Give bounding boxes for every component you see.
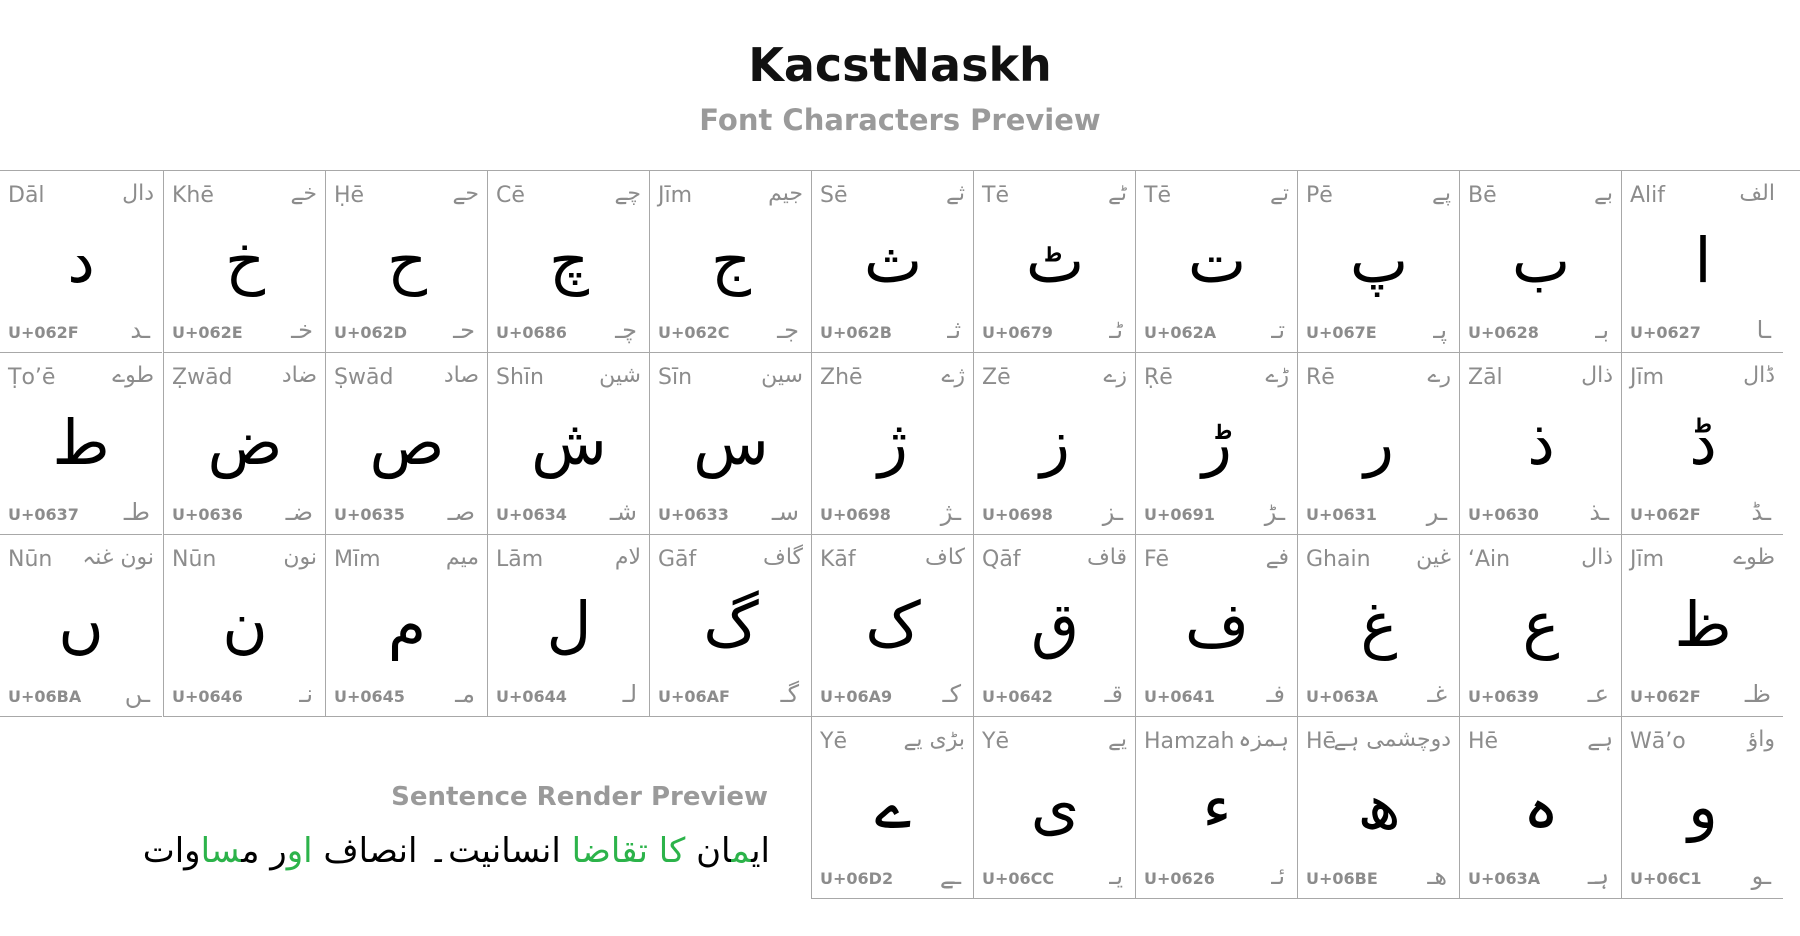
char-cell — [1135, 171, 1297, 353]
char-urdu-name: سین — [761, 363, 803, 388]
char-codepoint: U+0637 — [8, 505, 79, 524]
char-joined-form: جـ — [777, 316, 799, 344]
char-codepoint: U+06AF — [658, 687, 730, 706]
char-codepoint: U+0633 — [658, 505, 729, 524]
char-latin-name: ‘Ain — [1468, 547, 1511, 572]
char-codepoint: U+0628 — [1468, 323, 1539, 342]
char-glyph: ڈ — [1689, 406, 1717, 479]
char-joined-form: خـ — [291, 316, 313, 344]
char-glyph: ح — [386, 224, 428, 297]
char-cell — [1135, 535, 1297, 717]
char-joined-form: حـ — [453, 316, 475, 344]
char-joined-form: غـ — [1427, 680, 1447, 708]
char-urdu-name: گاف — [763, 545, 803, 570]
char-glyph: ج — [710, 224, 752, 297]
char-joined-form: یـ — [1109, 862, 1123, 890]
char-glyph: ذ — [1527, 406, 1555, 479]
char-urdu-name: زے — [1103, 363, 1127, 388]
char-latin-name: Jīm — [1630, 547, 1665, 572]
char-glyph: ت — [1187, 224, 1247, 297]
char-codepoint: U+06BA — [8, 687, 82, 706]
char-glyph: ض — [207, 406, 283, 479]
char-cell — [1297, 171, 1459, 353]
char-urdu-name: شین — [599, 363, 641, 388]
char-joined-form: ظـ — [1744, 680, 1771, 708]
char-codepoint: U+0698 — [820, 505, 891, 524]
char-cell — [1297, 717, 1459, 899]
char-codepoint: U+062B — [820, 323, 892, 342]
char-joined-form: کـ — [942, 680, 961, 708]
char-codepoint: U+0644 — [496, 687, 567, 706]
char-joined-form: صـ — [447, 498, 475, 526]
char-joined-form: عـ — [1587, 680, 1609, 708]
char-urdu-name: دوچشمی ہے — [1333, 727, 1451, 752]
char-glyph: پ — [1349, 224, 1409, 297]
char-joined-form: ـو — [1751, 862, 1771, 890]
char-cell — [1621, 535, 1783, 717]
sentence-highlight-segment: م — [731, 831, 752, 871]
char-codepoint: U+0626 — [1144, 869, 1215, 888]
char-latin-name: Cē — [496, 183, 525, 208]
char-cell — [649, 171, 811, 353]
char-latin-name: Ẓwād — [172, 365, 233, 390]
char-glyph: ژ — [878, 406, 908, 479]
char-glyph: م — [387, 588, 427, 661]
char-glyph: ز — [1040, 406, 1070, 479]
sentence-highlight-segment: سا — [200, 831, 242, 871]
char-joined-form: ـذ — [1589, 498, 1609, 526]
char-cell — [487, 171, 649, 353]
char-urdu-name: جیم — [768, 181, 803, 206]
char-codepoint: U+062E — [172, 323, 243, 342]
char-joined-form: ہـ — [1587, 862, 1609, 890]
char-cell — [973, 353, 1135, 535]
char-codepoint: U+06C1 — [1630, 869, 1702, 888]
char-urdu-name: لام — [614, 545, 641, 570]
char-joined-form: بـ — [1595, 316, 1609, 344]
char-glyph: خ — [224, 224, 266, 297]
char-cell — [1459, 535, 1621, 717]
char-joined-form: ـز — [1102, 498, 1123, 526]
char-urdu-name: چے — [614, 181, 641, 206]
char-cell — [1297, 353, 1459, 535]
char-latin-name: Dāl — [8, 183, 45, 208]
char-latin-name: Fē — [1144, 547, 1169, 572]
char-urdu-name: ثے — [945, 181, 965, 206]
char-urdu-name: ڑے — [1265, 363, 1289, 388]
char-glyph: غ — [1360, 588, 1398, 661]
char-urdu-name: فے — [1265, 545, 1289, 570]
char-glyph: ا — [1694, 224, 1712, 297]
sentence-segment — [648, 831, 659, 871]
char-latin-name: Hamzah — [1144, 729, 1235, 754]
char-cell — [325, 171, 487, 353]
sentence-segment: انسانیت۔ انصاف — [312, 831, 572, 871]
char-codepoint: U+062A — [1144, 323, 1217, 342]
char-cell — [1297, 535, 1459, 717]
char-glyph: ل — [546, 588, 592, 661]
char-codepoint: U+0634 — [496, 505, 567, 524]
char-glyph: ک — [865, 588, 921, 661]
char-latin-name: Zē — [982, 365, 1011, 390]
page-subtitle: Font Characters Preview — [699, 103, 1101, 137]
char-codepoint: U+0679 — [982, 323, 1053, 342]
char-urdu-name: ذال — [1581, 363, 1613, 388]
char-latin-name: Hē — [1468, 729, 1499, 754]
char-glyph: ھ — [1357, 770, 1401, 843]
char-glyph: ظ — [1674, 588, 1732, 661]
char-latin-name: Qāf — [982, 547, 1021, 572]
char-codepoint: U+06D2 — [820, 869, 894, 888]
char-glyph: د — [67, 224, 95, 297]
char-codepoint: U+06A9 — [820, 687, 893, 706]
char-urdu-name: الف — [1739, 181, 1775, 206]
char-codepoint: U+0631 — [1306, 505, 1377, 524]
char-latin-name: Alif — [1630, 183, 1666, 208]
char-codepoint: U+0646 — [172, 687, 243, 706]
char-latin-name: Nūn — [172, 547, 217, 572]
char-latin-name: Rē — [1306, 365, 1335, 390]
char-glyph: ص — [369, 406, 445, 479]
char-glyph: ر — [1364, 406, 1394, 479]
char-codepoint: U+0635 — [334, 505, 405, 524]
char-urdu-name: تے — [1269, 181, 1289, 206]
char-latin-name: Ghain — [1306, 547, 1371, 572]
char-latin-name: Kāf — [820, 547, 856, 572]
char-latin-name: Hē — [1306, 729, 1337, 754]
char-glyph: گ — [703, 588, 759, 661]
char-cell — [811, 717, 973, 899]
char-joined-form: ئـ — [1271, 862, 1285, 890]
char-urdu-name: یے — [1107, 727, 1127, 752]
char-latin-name: Ṭo’ē — [8, 365, 56, 390]
char-glyph: ی — [1030, 770, 1080, 843]
char-cell — [163, 353, 325, 535]
char-urdu-name: ٹے — [1107, 181, 1127, 206]
char-joined-form: ـڑ — [1264, 498, 1285, 526]
char-latin-name: Lām — [496, 547, 544, 572]
char-urdu-name: طوے — [112, 363, 154, 388]
char-urdu-name: ہمزہ — [1238, 727, 1289, 752]
char-urdu-name: دال — [122, 181, 154, 206]
char-urdu-name: رے — [1427, 363, 1451, 388]
char-latin-name: Zhē — [820, 365, 863, 390]
char-codepoint: U+0641 — [1144, 687, 1215, 706]
char-cell — [973, 535, 1135, 717]
char-cell — [163, 171, 325, 353]
char-joined-form: چـ — [615, 316, 637, 344]
char-glyph: ع — [1522, 588, 1560, 661]
char-joined-form: لـ — [622, 680, 637, 708]
char-urdu-name: ظوے — [1733, 545, 1775, 570]
char-cell — [1621, 353, 1783, 535]
char-codepoint: U+062C — [658, 323, 730, 342]
char-joined-form: ٹـ — [1109, 316, 1123, 344]
char-cell — [973, 717, 1135, 899]
char-urdu-name: ژے — [941, 363, 965, 388]
char-codepoint: U+0636 — [172, 505, 243, 524]
char-glyph: س — [693, 406, 769, 479]
sentence-segment: وات — [142, 831, 201, 871]
char-latin-name: Pē — [1306, 183, 1333, 208]
sentence-highlight-segment: او — [286, 831, 313, 871]
char-glyph: ش — [531, 406, 607, 479]
char-cell — [1135, 353, 1297, 535]
character-grid — [0, 171, 1800, 899]
char-joined-form: قـ — [1104, 680, 1123, 708]
char-codepoint: U+062F — [8, 323, 79, 342]
char-urdu-name: بے — [1593, 181, 1613, 206]
sentence-preview-text — [40, 830, 770, 871]
char-joined-form: گـ — [780, 680, 799, 708]
char-glyph: ٹ — [1025, 224, 1085, 297]
sentence-highlight-segment: کا — [658, 831, 686, 871]
char-codepoint: U+063A — [1468, 869, 1541, 888]
char-joined-form: سـ — [771, 498, 799, 526]
char-codepoint: U+0645 — [334, 687, 405, 706]
sentence-segment: ان — [685, 831, 732, 871]
char-glyph: ط — [52, 406, 110, 479]
char-cell — [1459, 717, 1621, 899]
char-joined-form: ـے — [939, 862, 961, 890]
char-codepoint: U+0627 — [1630, 323, 1701, 342]
sentence-segment: ر م — [241, 831, 287, 871]
char-cell — [0, 353, 162, 535]
char-latin-name: Nūn — [8, 547, 53, 572]
char-latin-name: Ṣwād — [334, 365, 394, 390]
char-glyph: ں — [58, 588, 104, 661]
char-joined-form: پـ — [1433, 316, 1447, 344]
char-urdu-name: بڑی یے — [903, 727, 965, 752]
sentence-segment: ای — [751, 831, 770, 871]
char-urdu-name: پے — [1431, 181, 1451, 206]
char-latin-name: Shīn — [496, 365, 544, 390]
char-joined-form: ھـ — [1427, 862, 1447, 890]
char-codepoint: U+06BE — [1306, 869, 1378, 888]
char-latin-name: Ṛē — [1144, 365, 1173, 390]
char-urdu-name: حے — [452, 181, 479, 206]
char-joined-form: نـ — [299, 680, 313, 708]
char-urdu-name: ہے — [1587, 727, 1613, 752]
char-cell — [811, 353, 973, 535]
char-latin-name: Tē — [982, 183, 1009, 208]
char-joined-form: ـں — [124, 680, 150, 708]
char-latin-name: Mīm — [334, 547, 381, 572]
char-joined-form: ـا — [1756, 316, 1771, 344]
char-urdu-name: خے — [290, 181, 317, 206]
char-latin-name: Zāl — [1468, 365, 1503, 390]
char-cell — [811, 535, 973, 717]
char-joined-form: طـ — [123, 498, 150, 526]
char-codepoint: U+0630 — [1468, 505, 1539, 524]
char-joined-form: شـ — [609, 498, 637, 526]
char-latin-name: Wā’o — [1630, 729, 1686, 754]
char-glyph: ن — [222, 588, 268, 661]
char-urdu-name: کاف — [925, 545, 965, 570]
char-cell — [1135, 717, 1297, 899]
char-codepoint: U+062D — [334, 323, 408, 342]
char-glyph: ب — [1511, 224, 1571, 297]
char-latin-name: Ḥē — [334, 183, 365, 208]
char-glyph: ڑ — [1202, 406, 1232, 479]
char-cell — [325, 353, 487, 535]
char-codepoint: U+062F — [1630, 505, 1701, 524]
char-urdu-name: ذال — [1581, 545, 1613, 570]
char-codepoint: U+0642 — [982, 687, 1053, 706]
char-urdu-name: ڈال — [1743, 363, 1775, 388]
char-codepoint: U+063A — [1306, 687, 1379, 706]
char-codepoint: U+0691 — [1144, 505, 1215, 524]
sentence-preview-title: Sentence Render Preview — [391, 782, 768, 812]
char-latin-name: Sē — [820, 183, 848, 208]
char-latin-name: Yē — [982, 729, 1009, 754]
char-glyph: ہ — [1522, 770, 1560, 843]
char-codepoint: U+0698 — [982, 505, 1053, 524]
char-urdu-name: صاد — [443, 363, 479, 388]
char-cell — [0, 171, 162, 353]
char-cell — [1459, 353, 1621, 535]
char-urdu-name: واؤ — [1747, 727, 1775, 752]
char-urdu-name: قاف — [1086, 545, 1127, 570]
char-glyph: ق — [1030, 588, 1080, 661]
char-latin-name: Bē — [1468, 183, 1497, 208]
char-urdu-name: نون غنہ — [82, 545, 154, 570]
char-cell — [811, 171, 973, 353]
char-latin-name: Jīm — [658, 183, 693, 208]
char-latin-name: Gāf — [658, 547, 697, 572]
char-glyph: و — [1688, 770, 1718, 843]
char-glyph: ء — [1202, 770, 1232, 843]
char-cell — [0, 535, 162, 717]
char-joined-form: ـر — [1426, 498, 1447, 526]
char-glyph: چ — [548, 224, 590, 297]
char-joined-form: ثـ — [947, 316, 961, 344]
char-joined-form: ـژ — [940, 498, 961, 526]
char-joined-form: ضـ — [285, 498, 313, 526]
char-joined-form: فـ — [1266, 680, 1285, 708]
char-cell — [325, 535, 487, 717]
char-cell — [973, 171, 1135, 353]
char-latin-name: Sīn — [658, 365, 693, 390]
char-codepoint: U+06CC — [982, 869, 1055, 888]
char-urdu-name: نون — [283, 545, 317, 570]
char-latin-name: Yē — [820, 729, 847, 754]
char-joined-form: ـڈ — [1751, 498, 1771, 526]
char-glyph: ف — [1184, 588, 1250, 661]
char-urdu-name: میم — [445, 545, 479, 570]
char-cell — [649, 535, 811, 717]
char-latin-name: Jīm — [1630, 365, 1665, 390]
page-title: KacstNaskh — [748, 38, 1052, 92]
char-codepoint: U+0686 — [496, 323, 567, 342]
char-joined-form: ـد — [130, 316, 150, 344]
char-latin-name: Khē — [172, 183, 214, 208]
char-cell — [487, 535, 649, 717]
sentence-highlight-segment: تقاضا — [571, 831, 648, 871]
char-codepoint: U+062F — [1630, 687, 1701, 706]
char-joined-form: تـ — [1271, 316, 1285, 344]
char-cell — [163, 535, 325, 717]
char-latin-name: Tē — [1144, 183, 1171, 208]
char-cell — [487, 353, 649, 535]
char-glyph: ث — [863, 224, 923, 297]
char-codepoint: U+067E — [1306, 323, 1377, 342]
char-cell — [1621, 171, 1783, 353]
char-urdu-name: غین — [1416, 545, 1451, 570]
char-urdu-name: ضاد — [281, 363, 317, 388]
char-cell — [1459, 171, 1621, 353]
char-glyph: ے — [874, 770, 912, 843]
char-cell — [1621, 717, 1783, 899]
char-codepoint: U+0639 — [1468, 687, 1539, 706]
char-cell — [649, 353, 811, 535]
char-joined-form: مـ — [455, 680, 475, 708]
